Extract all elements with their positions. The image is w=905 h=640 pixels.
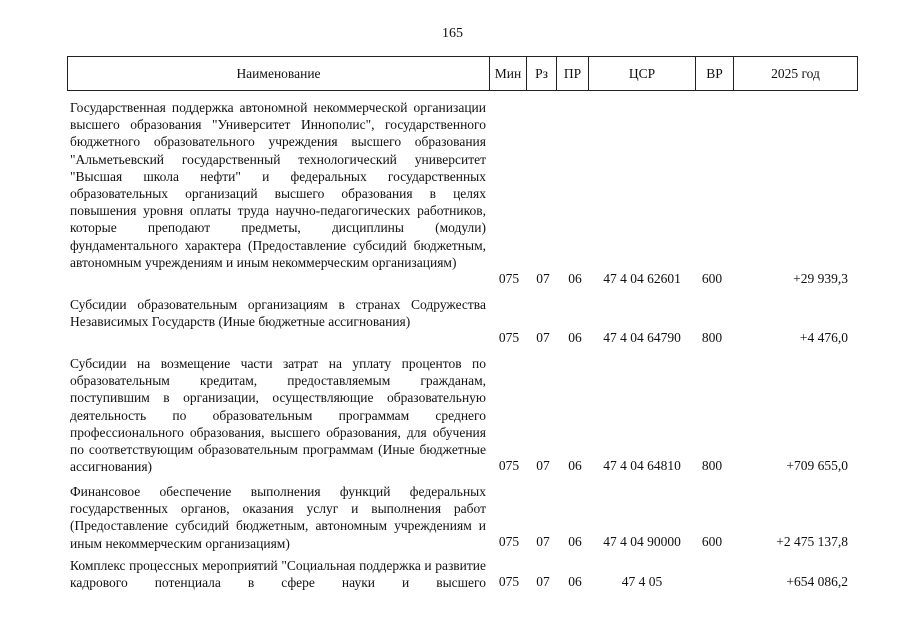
row-csr: 47 4 04 64790 — [603, 330, 681, 345]
row-vr: 600 — [701, 271, 723, 286]
row-sum: +709 655,0 — [786, 458, 848, 473]
header-pr: ПР — [556, 57, 588, 90]
row-name: Финансовое обеспечение выполнения функций федеральных государственных органов, оказания услуг и выполнения работ (Предоставление субсидий бюджетным, автономным учреждениям и иным некоммерческим организациям) — [70, 484, 486, 551]
header-name: Наименование — [236, 66, 321, 81]
row-csr: 47 4 04 62601 — [603, 271, 681, 286]
row-pr: 06 — [568, 574, 582, 589]
header-rz: Рз — [526, 57, 556, 90]
row-rz: 07 — [536, 458, 550, 473]
row-name: Государственная поддержка автономной некоммерческой организации высшего образования "Университет Иннополис", государственного бюджетного образовательного учреждения высшего образования "Альметьевский государственный технологический университет "Высшая школа нефти" и федеральных государственных образовательных организаций высшего образования в целях повышения уровня оплаты труда научно-педагогических работников, которые преподают предметы, дисциплины (модули) фундаментального характера (Предоставление субсидий бюджетным, автономным учреждениям и иным некоммерческим организациям) — [70, 100, 486, 270]
header-min: Мин — [489, 57, 526, 90]
table-header — [67, 56, 858, 91]
row-min: 075 — [498, 458, 520, 473]
row-pr: 06 — [568, 330, 582, 345]
row-sum: +2 475 137,8 — [776, 534, 848, 549]
header-vr: ВР — [695, 57, 733, 90]
row-rz: 07 — [536, 534, 550, 549]
row-csr: 47 4 05 — [621, 574, 663, 589]
row-vr: 600 — [701, 534, 723, 549]
row-vr: 800 — [701, 330, 723, 345]
row-name: Субсидии на возмещение части затрат на уплату процентов по образовательным кредитам, предоставляемым гражданам, поступившим в организации, осуществляющие образовательную деятельность по образовательным программам среднего профессионального образования, высшего образования, для обучения по соответствующим образовательным программам (Иные бюджетные ассигнования) — [70, 356, 486, 475]
row-min: 075 — [498, 534, 520, 549]
row-rz: 07 — [536, 271, 550, 286]
row-csr: 47 4 04 64810 — [603, 458, 681, 473]
row-name: Комплекс процессных мероприятий "Социальная поддержка и развитие кадрового потенциала в сфере науки и высшего — [70, 558, 486, 591]
row-rz: 07 — [536, 574, 550, 589]
row-pr: 06 — [568, 271, 582, 286]
row-min: 075 — [498, 330, 520, 345]
row-sum: +654 086,2 — [786, 574, 848, 589]
row-rz: 07 — [536, 330, 550, 345]
row-min: 075 — [498, 271, 520, 286]
row-min: 075 — [498, 574, 520, 589]
header-csr: ЦСР — [588, 57, 695, 90]
row-csr: 47 4 04 90000 — [603, 534, 681, 549]
row-sum: +29 939,3 — [793, 271, 848, 286]
row-pr: 06 — [568, 534, 582, 549]
page-number: 165 — [442, 26, 463, 41]
row-pr: 06 — [568, 458, 582, 473]
row-sum: +4 476,0 — [799, 330, 848, 345]
header-year: 2025 год — [733, 57, 857, 90]
row-vr: 800 — [701, 458, 723, 473]
row-name: Субсидии образовательным организациям в странах Содружества Независимых Государств (Иные бюджетные ассигнования) — [70, 297, 486, 330]
